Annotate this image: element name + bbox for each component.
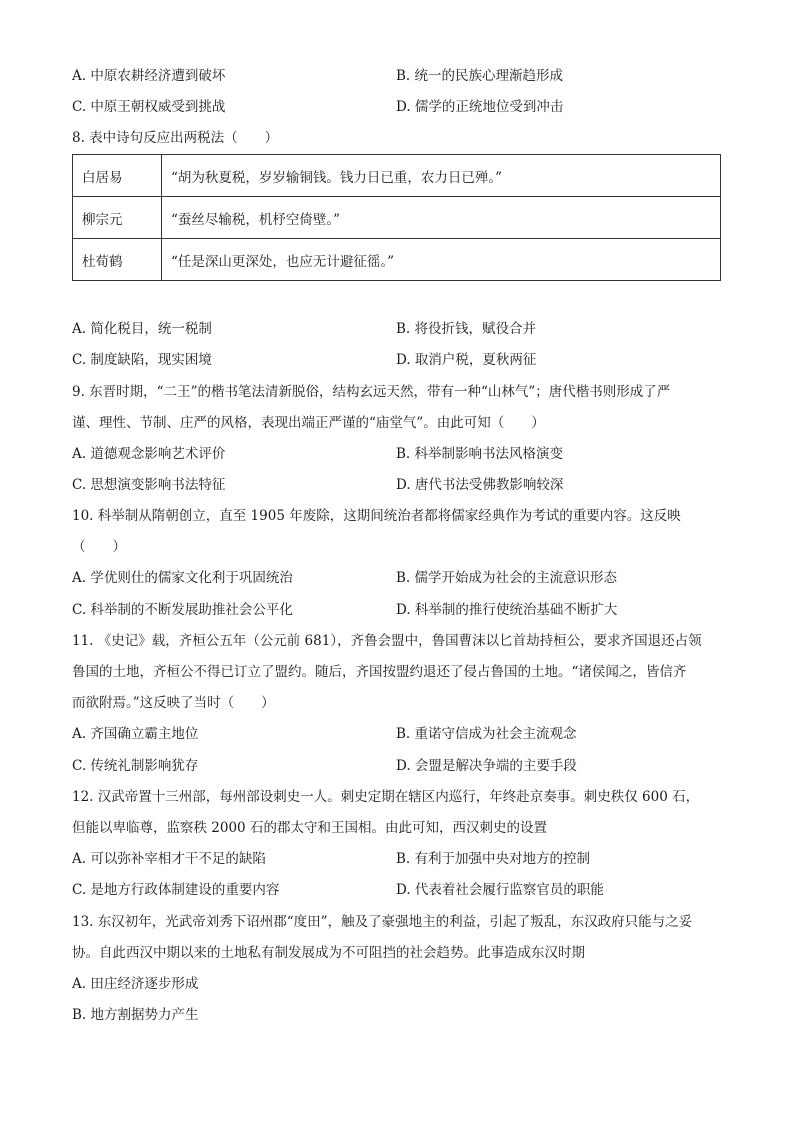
q12-option-c: C. 是地方行政体制建设的重要内容 <box>72 882 280 898</box>
poem-text: “胡为秋夏税，岁岁输铜钱。钱力日已重，农力日已殚。” <box>162 155 721 197</box>
table-row <box>73 197 721 239</box>
q7-option-d: D. 儒学的正统地位受到冲击 <box>396 99 564 115</box>
table-row <box>73 239 721 281</box>
poem-author: 杜荀鹤 <box>73 239 162 281</box>
q12-option-b: B. 有利于加强中央对地方的控制 <box>396 851 591 867</box>
q12-stem-line: 12. 汉武帝置十三州部，每州部设刺史一人。刺史定期在辖区内巡行，年终赴京奏事。刺史秩仅 600 石， <box>72 789 700 805</box>
q11-stem-line: 而欲附焉。”这反映了当时（ ） <box>72 695 275 711</box>
q11-option-b: B. 重诺守信成为社会主流观念 <box>396 726 577 742</box>
q12-option-d: D. 代表着社会履行监察官员的职能 <box>396 882 604 898</box>
q12-stem-line: 但能以卑临尊，监察秩 2000 石的郡太守和王国相。由此可知，西汉刺史的设置 <box>72 820 547 836</box>
poem-text: “蚕丝尽输税，机杼空倚壁。” <box>162 197 721 239</box>
q11-stem-line: 11. 《史记》载，齐桓公五年（公元前 681），齐鲁会盟中，鲁国曹沫以匕首劫持桓公，要求齐国退还占领 <box>72 633 702 649</box>
q7-option-c: C. 中原王朝权威受到挑战 <box>72 99 226 115</box>
q10-stem-line: 10. 科举制从隋朝创立，直至 1905 年废除，这期间统治者都将儒家经典作为考试的重要内容。这反映 <box>72 508 681 524</box>
q11-option-d: D. 会盟是解决争端的主要手段 <box>396 758 577 774</box>
q7-option-a: A. 中原农耕经济遭到破坏 <box>72 68 226 84</box>
q11-stem-line: 鲁国的土地，齐桓公不得已订立了盟约。随后，齐国按盟约退还了侵占鲁国的土地。“诸侯闻之，皆信齐 <box>72 664 687 680</box>
q12-option-a: A. 可以弥补宰相才干不足的缺陷 <box>72 851 266 867</box>
q10-option-a: A. 学优则仕的儒家文化利于巩固统治 <box>72 570 293 586</box>
table-row <box>73 155 721 197</box>
q8-option-d: D. 取消户税，夏秋两征 <box>396 352 537 368</box>
q13-option-a: A. 田庄经济逐步形成 <box>72 976 199 992</box>
q8-option-c: C. 制度缺陷，现实困境 <box>72 352 212 368</box>
q8-poem-table <box>72 154 721 281</box>
q9-stem-line: 9. 东晋时期，“二王”的楷书笔法清新脱俗，结构玄远天然，带有一种“山林气”；唐代楷书则形成了严 <box>72 384 671 400</box>
q9-stem-line: 谨、理性、节制、庄严的风格，表现出端正严谨的“庙堂气”。由此可知（ ） <box>72 415 545 431</box>
poem-author: 柳宗元 <box>73 197 162 239</box>
q8-option-b: B. 将役折钱，赋役合并 <box>396 321 537 337</box>
q9-option-d: D. 唐代书法受佛教影响较深 <box>396 477 564 493</box>
q13-stem-line: 13. 东汉初年，光武帝刘秀下诏州郡“度田”，触及了豪强地主的利益，引起了叛乱，东汉政府只能与之妥 <box>72 914 693 930</box>
q8-stem: 8. 表中诗句反应出两税法（ ） <box>72 130 279 146</box>
q13-option-b: B. 地方割据势力产生 <box>72 1007 199 1023</box>
poem-text: “任是深山更深处，也应无计避征徭。” <box>162 239 721 281</box>
q10-stem-line: （ ） <box>72 539 126 555</box>
q9-option-c: C. 思想演变影响书法特征 <box>72 477 226 493</box>
q9-option-b: B. 科举制影响书法风格演变 <box>396 446 564 462</box>
q8-option-a: A. 简化税目，统一税制 <box>72 321 212 337</box>
q7-option-b: B. 统一的民族心理渐趋形成 <box>396 68 564 84</box>
q10-option-c: C. 科举制的不断发展助推社会公平化 <box>72 602 293 618</box>
q11-option-a: A. 齐国确立霸主地位 <box>72 726 199 742</box>
poem-author: 白居易 <box>73 155 162 197</box>
q11-option-c: C. 传统礼制影响犹存 <box>72 758 199 774</box>
q13-stem-line: 协。自此西汉中期以来的土地私有制发展成为不可阻挡的社会趋势。此事造成东汉时期 <box>72 945 585 961</box>
q10-option-d: D. 科举制的推行使统治基础不断扩大 <box>396 602 618 618</box>
q10-option-b: B. 儒学开始成为社会的主流意识形态 <box>396 570 618 586</box>
q9-option-a: A. 道德观念影响艺术评价 <box>72 446 226 462</box>
